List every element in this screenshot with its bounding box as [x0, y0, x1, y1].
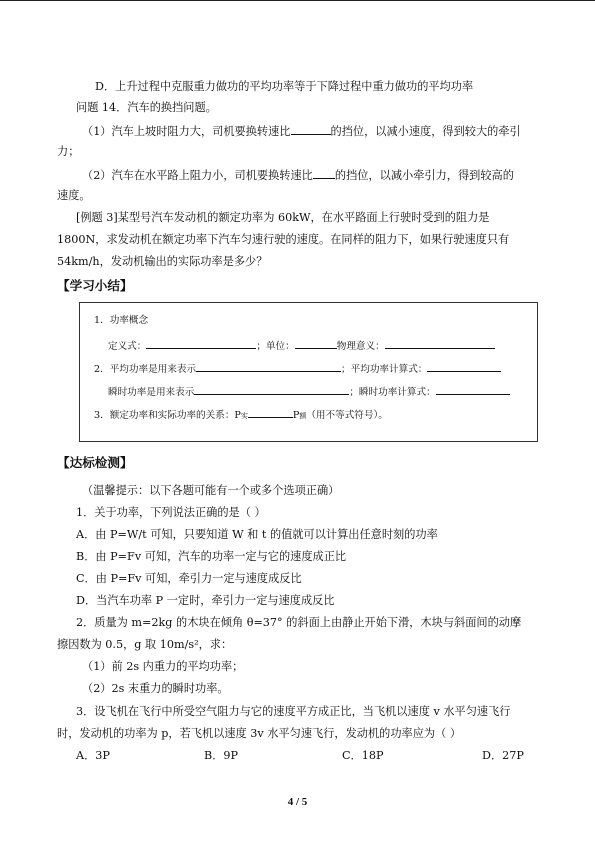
question-3-option-c: C．18P: [342, 749, 384, 762]
example-3-line-1: [例题 3]某型号汽车发动机的额定功率为 60kW，在水平路面上行驶时受到的阻力是: [76, 211, 490, 224]
question-2-part-2: （2）2s 末重力的瞬时功率。: [82, 682, 229, 695]
question-1-option-b: B．由 P=Fv 可知，汽车的功率一定与它的速度成正比: [76, 550, 347, 563]
question-14-part-1: （1）汽车上坡时阻力大，司机要换转速比 的挡位，以减小速度，得到较大的牵引: [82, 125, 521, 138]
question-14-part-2-cont: 速度。: [57, 189, 91, 202]
example-3-line-2: 1800N，求发动机在额定功率下汽车匀速行驶的速度。在同样的阻力下，如果行驶速度只有: [57, 233, 510, 246]
page-number: 4 / 5: [287, 796, 308, 808]
top-rule: [0, 0, 595, 1]
question-1-option-a: A．由 P=W/t 可知，只要知道 W 和 t 的值就可以计算出任意时刻的功率: [76, 528, 438, 541]
question-3-line-2: 时，发动机的功率为 p，若飞机以速度 3v 水平匀速飞行，发动机的功率应为（ ）: [57, 727, 462, 740]
question-2-line-1: 2．质量为 m=2kg 的木块在倾角 θ=37° 的斜面上由静止开始下滑，木块与斜面间的动摩: [76, 616, 522, 629]
question-3-line-1: 3．设飞机在飞行中所受空气阻力与它的速度平方成正比，当飞机以速度 v 水平匀速飞行: [76, 705, 511, 718]
question-3-option-a: A．3P: [76, 749, 110, 762]
option-d-text: D．上升过程中克服重力做功的平均功率等于下降过程中重力做功的平均功率: [95, 80, 474, 93]
summary-item-3: 3．额定功率和实际功率的关系：P实 P额（用不等式符号）。: [94, 406, 388, 423]
question-1: 1．关于功率，下列说法正确的是（ ）: [76, 506, 266, 519]
summary-item-1-fields: 定义式： ；单位： 物理意义：: [108, 337, 495, 354]
question-2-line-2: 擦因数为 0.5，g 取 10m/s²，求：: [57, 638, 233, 651]
test-heading: 【达标检测】: [57, 455, 133, 470]
question-1-option-d: D．当汽车功率 P 一定时，牵引力一定与速度成反比: [76, 594, 335, 607]
question-14-title: 问题 14．汽车的换挡问题。: [76, 101, 217, 114]
summary-box: [79, 302, 538, 442]
summary-item-2-cont: 瞬时功率是用来表示 ；瞬时功率计算式：: [108, 383, 510, 400]
example-3-line-3: 54km/h，发动机输出的实际功率是多少？: [57, 255, 268, 268]
summary-item-1-label: 1．功率概念: [94, 315, 149, 326]
question-1-option-c: C．由 P=Fv 可知，牵引力一定与速度成反比: [76, 572, 302, 585]
question-3-option-d: D．27P: [482, 749, 524, 762]
question-14-part-1-cont: 力；: [57, 145, 80, 158]
test-hint: （温馨提示：以下各题可能有一个或多个选项正确）: [82, 484, 340, 497]
fill-blank: [291, 123, 331, 135]
question-2-part-1: （1）前 2s 内重力的平均功率；: [82, 660, 244, 673]
question-14-part-2: （2）汽车在水平路上阻力小，司机要换转速比 的挡位，以减小牵引力，得到较高的: [82, 169, 514, 182]
summary-item-2: 2．平均功率是用来表示 ；平均功率计算式：: [94, 360, 501, 377]
question-3-option-b: B．9P: [204, 749, 239, 762]
summary-heading: 【学习小结】: [57, 278, 133, 293]
fill-blank: [313, 167, 335, 179]
